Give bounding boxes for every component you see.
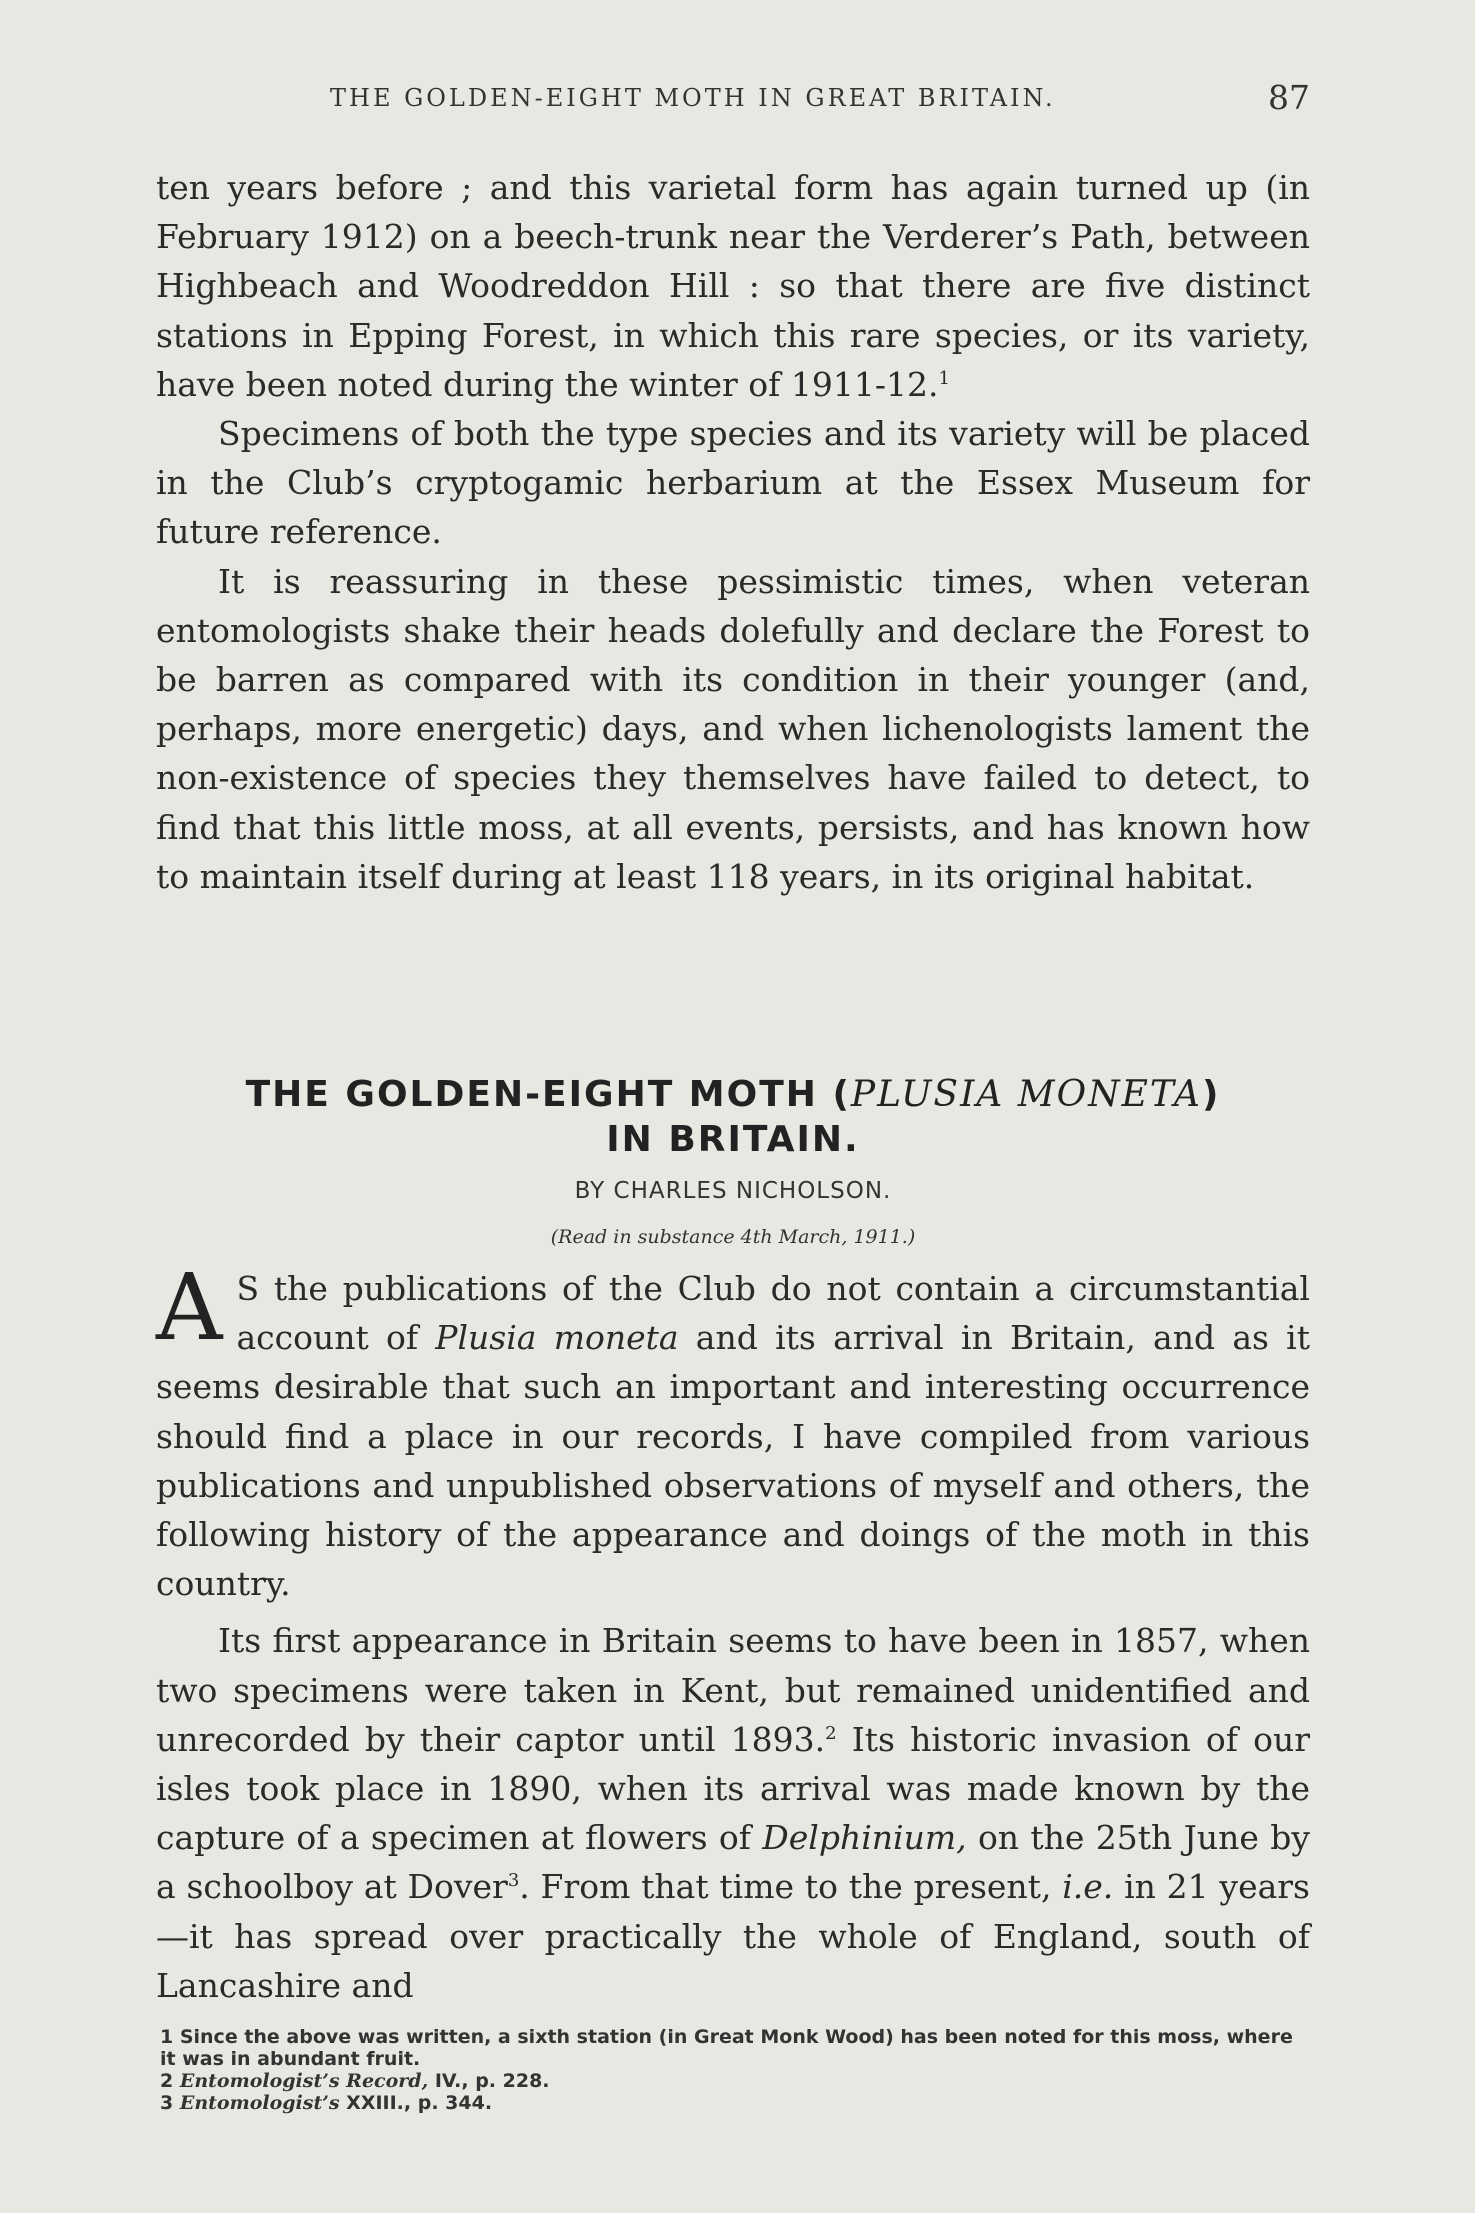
italic-term: Plusia moneta [435,1318,679,1358]
article-body [156,1254,1311,2010]
page-number: 87 [1268,78,1310,117]
footnote: 2 Entomologist’s Record, IV., p. 228. [160,2070,550,2092]
title-italic: PLUSIA MONETA [850,1074,1202,1115]
footnote-ref: 3 [507,1870,520,1892]
italic-term: i.e. [1062,1867,1114,1907]
paragraph [156,163,1310,409]
footnotes [160,2026,1312,2114]
paragraph: Specimens of both the type species and its variety will be placed in the Club’s cryptogamic herbarium at the Essex Museum for future reference. [156,414,1310,552]
article-title: THE GOLDEN-EIGHT MOTH (PLUSIA MONETA) IN BRITAIN. [245,1074,1221,1160]
italic-term: Delphinium, [762,1818,967,1858]
drop-cap: A [156,1254,223,1361]
title-line-2: IN BRITAIN. [606,1119,860,1160]
footnote-ref: 1 [938,367,950,389]
paragraph: It is reassuring in these pessimistic times, when veteran entomologists shake their heads dolefully and declare the Forest to be barren as compared with its condition in their younger (and, perhaps, more energetic) days, and when lichenologists lament the non-existence of species they themselves have failed to detect, to find that this little moss, at all events, persists, and has known how to maintain itself during at least 118 years, in its original habitat. [156,561,1310,896]
paragraph: A S the publications of the Club do not contain a circumstantial account of Plusia moneta and its arrival in Britain, and as it seems desirable that such an important and interesting occurrence should find a place in our records, I have compiled from various publications and unpublished observations of myself and others, the following history of the appearance and doings of the moth in this country. [156,1254,1311,1604]
paragraph-text: ten years before ; and this varietal form has again turned up (in February 1912) on a beech-trunk near the Verderer’s Path, between Highbeach and Woodreddon Hill : so that there are five distinct stations in Epping Forest, in which this rare species, or its variety, have been noted during the winter of 1911-12. [156,168,1310,404]
paragraph: Its first appearance in Britain seems to have been in 1857, when two specimens were taken in Kent, but remained unidentified and unrecorded by their captor until 1893.$^2$ Its historic invasion of our isles took place in 1890, when its arrival was made known by the capture of a specimen at flowers of Delphinium, on the 25th June by a schoolboy at Dover$^3$. From that time to the present, i.e. in 21 years—it has spread over practically the whole of England, south of Lancashire and [156,1621,1310,2005]
footnote: 3 Entomologist’s XXIII., p. 344. [160,2092,493,2114]
footnote-ref: 2 [825,1722,837,1744]
read-note: (Read in substance 4th March, 1911.) [550,1226,916,1248]
byline: BY CHARLES NICHOLSON. [574,1178,892,1204]
running-head: THE GOLDEN-EIGHT MOTH IN GREAT BRITAIN. [330,84,1056,112]
continuation-text [156,163,1310,901]
footnote: 1 Since the above was written, a sixth station (in Great Monk Wood) has been noted for this moss, where it was in abundant fruit. [160,2026,1293,2070]
